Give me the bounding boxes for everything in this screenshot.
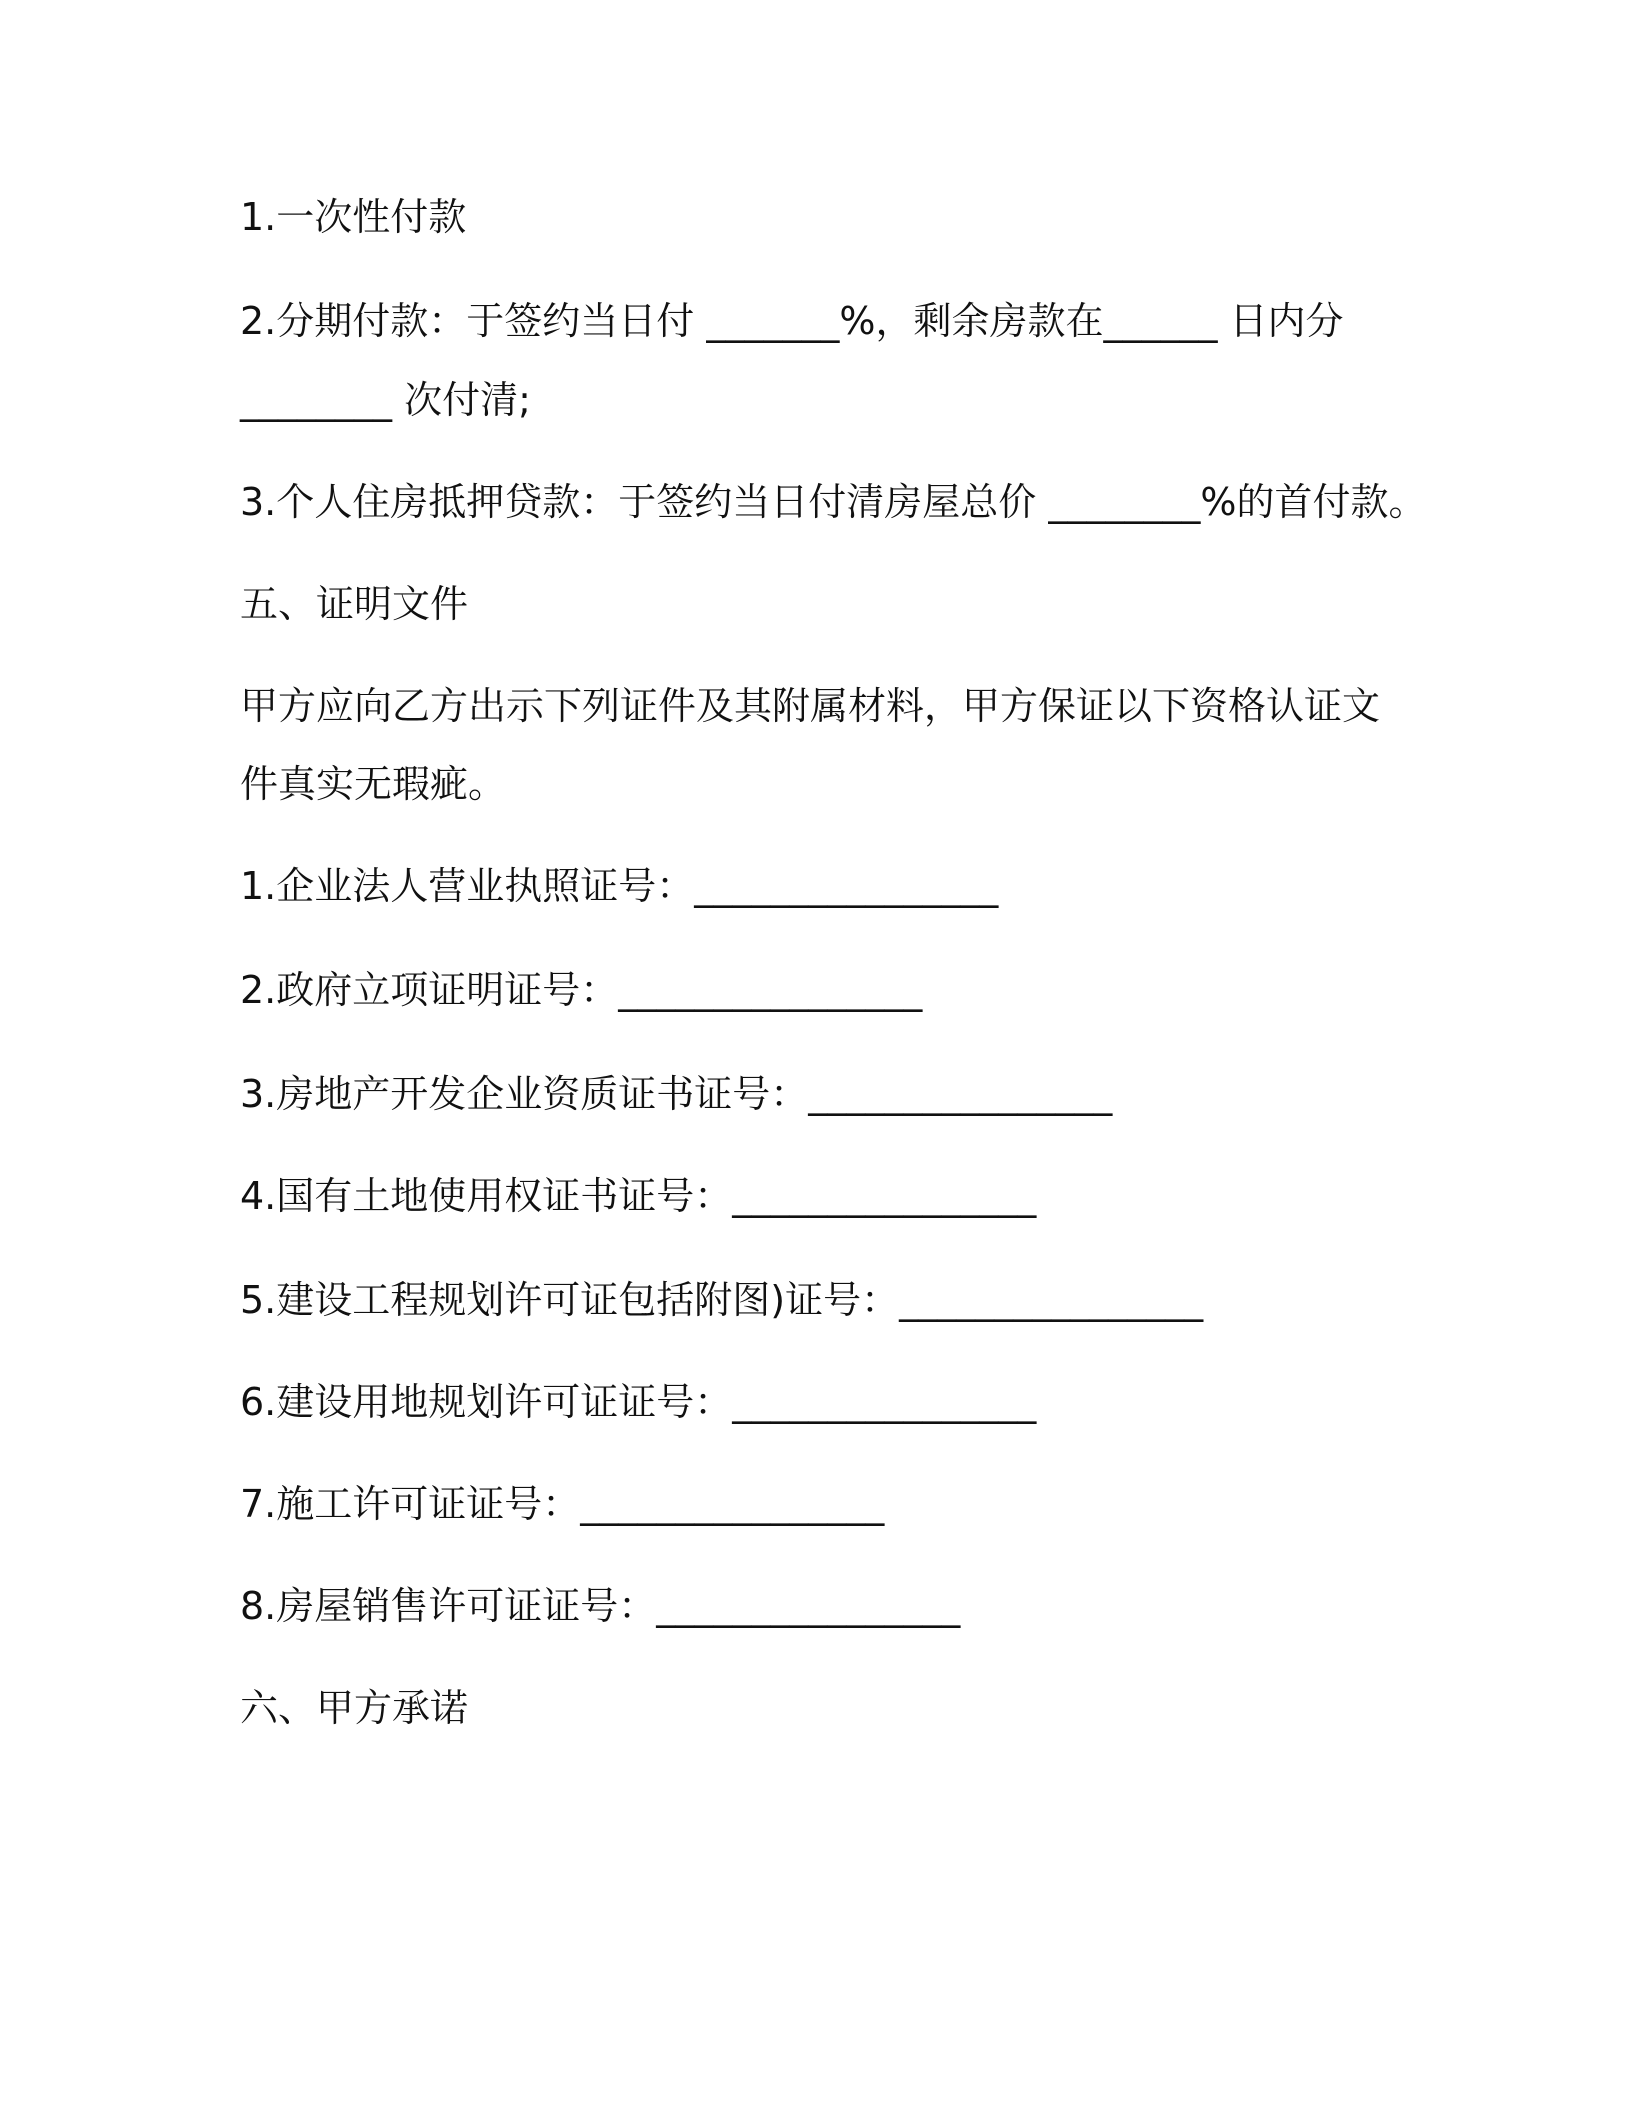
payment-option-lump-sum: 1.一次性付款 bbox=[240, 195, 467, 239]
certificate-project-approval: 2.政府立项证明证号：________________ bbox=[240, 968, 923, 1012]
certificate-business-license: 1.企业法人营业执照证号：________________ bbox=[240, 864, 999, 908]
payment-option-mortgage: 3.个人住房抵押贷款：于签约当日付清房屋总价 ________%的首付款。 bbox=[240, 480, 1427, 524]
certificate-sales-permit: 8.房屋销售许可证证号：________________ bbox=[240, 1584, 961, 1628]
certificate-developer-qualification: 3.房地产开发企业资质证书证号：________________ bbox=[240, 1072, 1113, 1116]
certificates-intro-continued: 件真实无瑕疵。 bbox=[240, 762, 507, 806]
section-heading-party-a-commitment: 六、甲方承诺 bbox=[240, 1686, 469, 1730]
section-heading-certificates: 五、证明文件 bbox=[240, 582, 469, 626]
certificates-intro: 甲方应向乙方出示下列证件及其附属材料，甲方保证以下资格认证文 bbox=[240, 684, 1381, 728]
certificate-land-use-right: 4.国有土地使用权证书证号：________________ bbox=[240, 1174, 1037, 1218]
payment-option-installment: 2.分期付款：于签约当日付 _______%，剩余房款在______ 日内分 bbox=[240, 299, 1344, 343]
payment-option-installment-continued: ________ 次付清; bbox=[240, 378, 531, 422]
certificate-construction-planning: 5.建设工程规划许可证包括附图)证号：________________ bbox=[240, 1278, 1204, 1322]
certificate-land-planning: 6.建设用地规划许可证证号：________________ bbox=[240, 1380, 1037, 1424]
certificate-construction-permit: 7.施工许可证证号：________________ bbox=[240, 1482, 885, 1526]
